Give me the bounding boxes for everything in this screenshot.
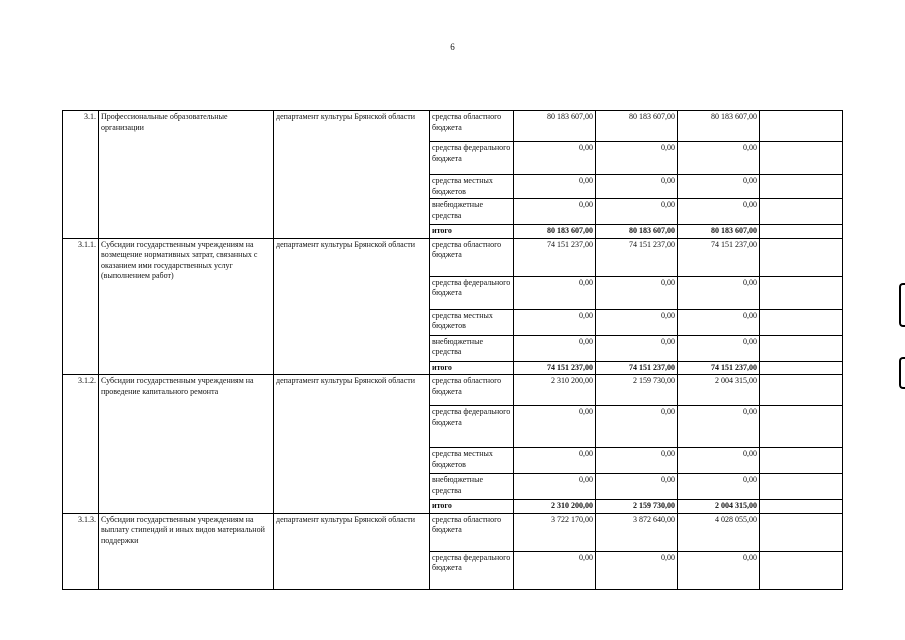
funding-source: средства федерального бюджета [430,551,514,589]
amount-year-2: 0,00 [596,551,678,589]
amount-year-3: 0,00 [678,276,760,309]
amount-year-3: 0,00 [678,406,760,448]
funding-row [63,513,843,551]
amount-year-1: 0,00 [514,448,596,474]
item-executor: департамент культуры Брянской области [274,111,430,239]
funding-source: средства федерального бюджета [430,406,514,448]
funding-source: средства местных бюджетов [430,175,514,199]
amount-year-2: 0,00 [596,406,678,448]
funding-source: средства местных бюджетов [430,448,514,474]
amount-year-2: 80 183 607,00 [596,225,678,239]
amount-year-3: 74 151 237,00 [678,361,760,375]
funding-source: средства областного бюджета [430,513,514,551]
empty-cell [760,448,843,474]
empty-cell [760,309,843,335]
funding-source: итого [430,225,514,239]
funding-source: средства областного бюджета [430,238,514,276]
item-code: 3.1.2. [63,375,99,514]
funding-source: итого [430,500,514,514]
amount-year-3: 2 004 315,00 [678,500,760,514]
amount-year-1: 80 183 607,00 [514,111,596,142]
amount-year-1: 2 310 200,00 [514,375,596,406]
funding-row [63,238,843,276]
amount-year-3: 0,00 [678,448,760,474]
amount-year-1: 0,00 [514,335,596,361]
amount-year-3: 0,00 [678,474,760,500]
amount-year-3: 0,00 [678,335,760,361]
amount-year-2: 74 151 237,00 [596,238,678,276]
amount-year-1: 0,00 [514,175,596,199]
empty-cell [760,335,843,361]
amount-year-1: 3 722 170,00 [514,513,596,551]
empty-cell [760,175,843,199]
funding-source: средства областного бюджета [430,111,514,142]
empty-cell [760,406,843,448]
funding-source: внебюджетные средства [430,199,514,225]
scan-bracket-mark [899,283,905,327]
amount-year-3: 0,00 [678,551,760,589]
amount-year-1: 2 310 200,00 [514,500,596,514]
item-executor: департамент культуры Брянской области [274,375,430,514]
item-executor: департамент культуры Брянской области [274,238,430,375]
amount-year-2: 0,00 [596,199,678,225]
empty-cell [760,361,843,375]
amount-year-3: 2 004 315,00 [678,375,760,406]
funding-source: средства местных бюджетов [430,309,514,335]
amount-year-1: 74 151 237,00 [514,238,596,276]
amount-year-1: 0,00 [514,142,596,175]
empty-cell [760,513,843,551]
amount-year-2: 0,00 [596,175,678,199]
empty-cell [760,111,843,142]
item-code: 3.1.1. [63,238,99,375]
amount-year-3: 80 183 607,00 [678,225,760,239]
item-name: Субсидии государственным учреждениям на возмещение нормативных затрат, связанных с оказанием ими государственных услуг (выполнением работ) [99,238,274,375]
funding-table-body [63,111,843,590]
item-code: 3.1.3. [63,513,99,589]
amount-year-3: 80 183 607,00 [678,111,760,142]
amount-year-3: 0,00 [678,199,760,225]
empty-cell [760,142,843,175]
amount-year-1: 0,00 [514,199,596,225]
funding-source: средства областного бюджета [430,375,514,406]
item-code: 3.1. [63,111,99,239]
empty-cell [760,551,843,589]
amount-year-1: 74 151 237,00 [514,361,596,375]
item-executor: департамент культуры Брянской области [274,513,430,589]
amount-year-2: 3 872 640,00 [596,513,678,551]
item-name: Субсидии государственным учреждениям на выплату стипендий и иных видов материальной поддержки [99,513,274,589]
empty-cell [760,276,843,309]
funding-source: внебюджетные средства [430,474,514,500]
empty-cell [760,238,843,276]
empty-cell [760,474,843,500]
item-name: Профессиональные образовательные организации [99,111,274,239]
amount-year-2: 80 183 607,00 [596,111,678,142]
amount-year-2: 0,00 [596,276,678,309]
funding-row [63,375,843,406]
funding-source: итого [430,361,514,375]
amount-year-2: 0,00 [596,474,678,500]
amount-year-2: 2 159 730,00 [596,500,678,514]
amount-year-1: 0,00 [514,406,596,448]
amount-year-1: 0,00 [514,309,596,335]
amount-year-2: 0,00 [596,142,678,175]
amount-year-1: 80 183 607,00 [514,225,596,239]
amount-year-2: 2 159 730,00 [596,375,678,406]
amount-year-1: 0,00 [514,276,596,309]
empty-cell [760,225,843,239]
empty-cell [760,375,843,406]
amount-year-2: 74 151 237,00 [596,361,678,375]
funding-row [63,111,843,142]
empty-cell [760,500,843,514]
page-number: 6 [450,42,455,52]
funding-source: средства федерального бюджета [430,142,514,175]
amount-year-3: 74 151 237,00 [678,238,760,276]
empty-cell [760,199,843,225]
funding-source: внебюджетные средства [430,335,514,361]
item-name: Субсидии государственным учреждениям на проведение капитального ремонта [99,375,274,514]
amount-year-2: 0,00 [596,448,678,474]
amount-year-3: 4 028 055,00 [678,513,760,551]
amount-year-2: 0,00 [596,335,678,361]
amount-year-1: 0,00 [514,474,596,500]
funding-table [62,110,843,590]
amount-year-2: 0,00 [596,309,678,335]
amount-year-3: 0,00 [678,175,760,199]
amount-year-1: 0,00 [514,551,596,589]
amount-year-3: 0,00 [678,142,760,175]
amount-year-3: 0,00 [678,309,760,335]
scan-bracket-mark [899,357,905,389]
funding-source: средства федерального бюджета [430,276,514,309]
